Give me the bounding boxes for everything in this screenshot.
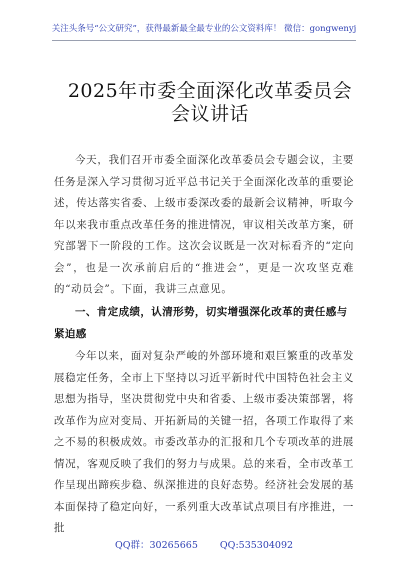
document-title: 2025年市委全面深化改革委员会会议讲话 (67, 80, 353, 125)
footer-contact (0, 537, 408, 551)
footer-qq: QQ:535304092 (219, 540, 294, 551)
paragraph-intro: 今天，我们召开市委全面深化改革委员会专题会议，主要任务是深入学习贯彻习近平总书记关于全面深化改革的重要论述，传达落实省委、上级市委深改委的最新会议精神，听取今年以来我市重点改革任务的推进情况，审议相关改革方案，研究部署下一阶段的工作。这次会议既是一次对标看齐的“定向会”，也是一次承前启后的“推进会”，更是一次攻坚克难的“动员会”。下面，我讲三点意见。 (54, 154, 354, 295)
header-note: 关注头条号“公文研究”，获得最新最全最专业的公文资料库！ 微信：gongwenyj (51, 24, 357, 34)
paragraph-section-1: 今年以来，面对复杂严峻的外部环境和艰巨繁重的改革发展稳定任务，全市上下坚持以习近平新时代中国特色社会主义思想为指导，坚决贯彻党中央和省委、上级市委决策部署，将改革作为应对变局、开拓新局的关键一招，各项工作取得了来之不易的积极成效。市委改革办的汇报和几个专项改革的进展情况，客观反映了我们的努力与成果。总的来看，全市改革工作呈现出蹄疾步稳、纵深推进的良好态势。经济社会发展的基本面保持了稳定向好，一系列重大改革试点项目有序推进，一批 (54, 350, 354, 534)
section-heading-1: 一、肯定成绩，认清形势，切实增强深化改革的责任感与紧迫感 (54, 306, 348, 340)
footer-qq-group: QQ群：30265665 (114, 540, 198, 551)
header-divider (52, 40, 356, 41)
